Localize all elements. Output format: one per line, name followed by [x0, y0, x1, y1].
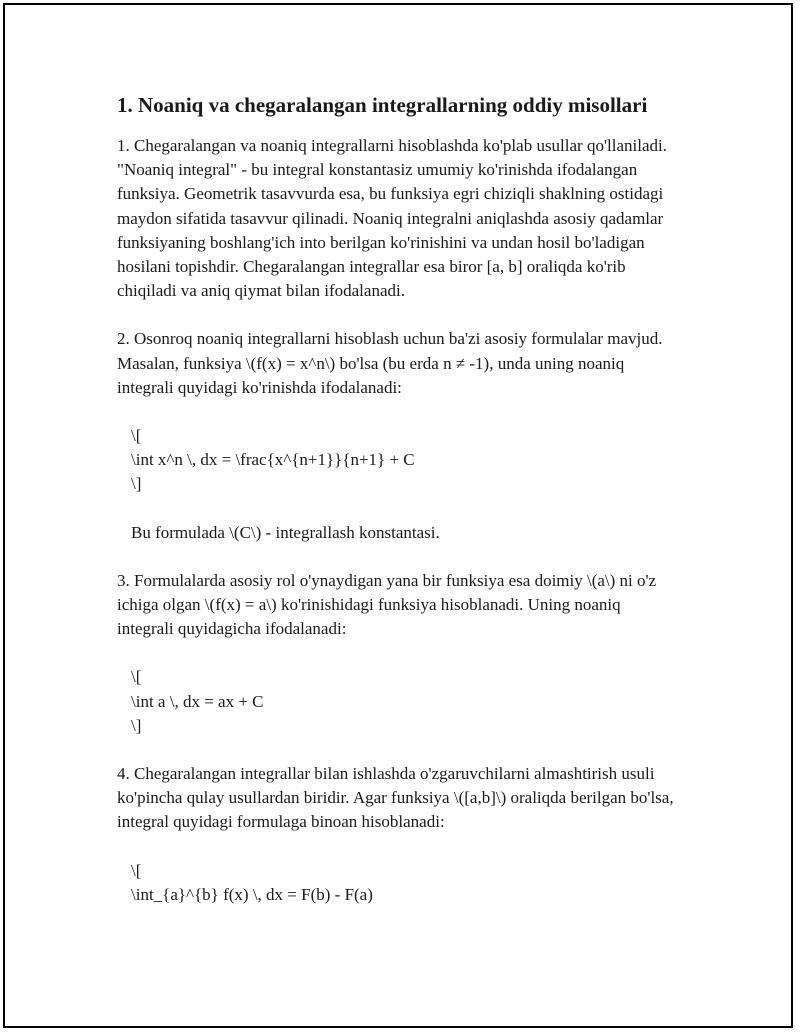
formula-power-rule: \int x^n \, dx = \frac{x^{n+1}}{n+1} + C: [131, 450, 415, 470]
paragraph-4: 4. Chegaralangan integrallar bilan ishlashda o'zgaruvchilarni almashtirish usuli ko'pincha qulay usullardan biridir. Agar funksiya \([a,b]\) oraliqda berilgan bo'lsa, integral quyidagi formulaga binoan hisoblanadi:: [117, 764, 674, 832]
paragraph-gap: [117, 400, 677, 424]
formula-block-3: [117, 859, 677, 907]
formula-open-delimiter: \[: [131, 860, 142, 880]
paragraph-gap: [117, 545, 677, 569]
document-title: 1. Noaniq va chegaralangan integrallarning oddiy misollari: [117, 93, 648, 117]
paragraph-3: 3. Formulalarda asosiy rol o'ynaydigan yana bir funksiya esa doimiy \(a\) ni o'z ichiga olgan \(f(x) = a\) ko'rinishidagi funksiya hisoblanadi. Uning noaniq integrali quyidagicha ifodalanadi:: [117, 570, 657, 639]
formula-constant-rule: \int a \, dx = ax + C: [131, 691, 264, 711]
paragraph-gap: [131, 497, 677, 521]
formula-block-1: [117, 424, 677, 545]
paragraph-2: 2. Osonroq noaniq integrallarni hisoblash uchun ba'zi asosiy formulalar mavjud. Masalan, funksiya \(f(x) = x^n\) bo'lsa (bu erda n ≠ -1), unda uning noaniq integrali quyidagi ko'rinishda ifodalanadi:: [117, 329, 663, 397]
formula-close-delimiter: \]: [131, 715, 142, 735]
paragraph-gap: [117, 641, 677, 665]
paragraph-1: 1. Chegaralangan va noaniq integrallarni hisoblashda ko'plab usullar qo'llaniladi. "Noaniq integral" - bu integral konstantasiz umumiy ko'rinishda ifodalangan funksiya. Geometrik tasavvurda esa, bu funksiya egri chiziqli shaklning ostidagi maydon sifatida tasavvur qilinadi. Noaniq integralni aniqlashda asosiy qadamlar funksiyaning boshlang'ich into berilgan ko'rinishini va undan hosil bo'ladigan hosilani topishdir. Chegaralangan integrallar esa biror [a, b] oraliqda ko'rib chiqiladi va aniq qiymat bilan ifodalanadi.: [117, 136, 667, 301]
paragraph-gap: [117, 835, 677, 859]
formula-close-delimiter: \]: [131, 474, 142, 494]
formula-block-2: [117, 665, 677, 738]
formula-open-delimiter: \[: [131, 426, 142, 446]
formula-open-delimiter: \[: [131, 667, 142, 687]
paragraph-gap: [117, 303, 677, 327]
formula-note: Bu formulada \(C\) - integrallash konstantasi.: [131, 522, 440, 542]
paragraph-gap: [117, 738, 677, 762]
document-body: [117, 88, 677, 907]
formula-definite-integral: \int_{a}^{b} f(x) \, dx = F(b) - F(a): [131, 884, 373, 904]
